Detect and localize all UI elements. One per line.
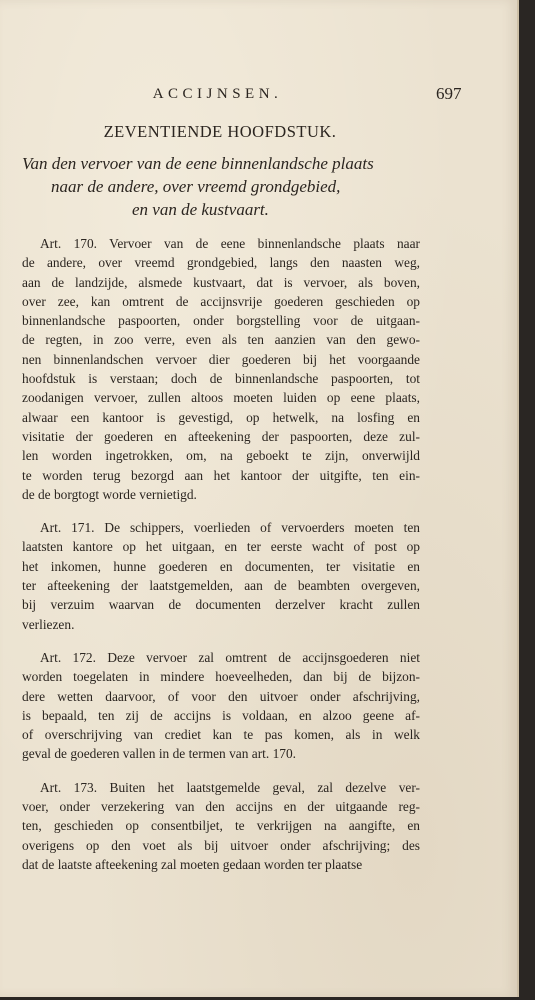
article-line: ten, geschieden op consentbiljet, te verkrijgen na aangifte, en [22,818,420,834]
chapter-title: ZEVENTIENDE HOOFDSTUK. [103,122,337,141]
article-line: te worden terug bezorgd aan het kantoor der uitgifte, ten ein- [22,467,420,483]
article-line: is bepaald, ten zij de accijns is voldaan, en alzoo geene af- [22,707,420,723]
article-line: voer, onder verzekering van den accijns en der uitgaande reg- [22,799,420,815]
article-line: laatsten kantore op het uitgaan, en ter eerste wacht of post op [22,539,420,555]
article-paragraph [22,518,420,634]
article-line: Art. 173. Buiten het laatstgemelde geval, zal dezelve ver- [40,779,420,795]
article-line: binnenlandsche paspoorten, onder borgstelling voor de uitgaan- [22,313,420,329]
article-line: over zee, kan omtrent de accijnsvrije goederen geschieden op [22,293,420,309]
article-line: aan de landzijde, alsmede kustvaart, dat is vervoer, als boven, [22,274,420,290]
article-line: verliezen. [22,616,75,632]
article-line: de de borgtogt worde vernietigd. [22,486,197,502]
article-line: het inkomen, hunne goederen en documenten, ter visitatie en [22,558,420,574]
article-line: worden toegelaten in mindere hoeveelheden, dan bij de bijzon- [22,669,420,685]
article-line: visitatie der goederen en afteekening der paspoorten, deze zul- [22,428,420,444]
article-paragraph [22,234,420,504]
running-title: ACCIJNSEN. [152,86,283,102]
article-line: geval de goederen vallen in de termen van art. 170. [22,746,297,762]
chapter-subtitle [22,152,442,221]
article-line: de regten, in zoo verre, even als ten aanzien van den gewo- [22,332,420,348]
page-number: 697 [436,84,462,103]
article-line: bij verzuim waarvan de documenten derzelver kracht zullen [22,597,420,613]
article-line: de andere, over vreemd grondgebied, langs den naasten weg, [22,255,420,271]
article-line: zoodanigen vervoer, zullen altoos moeten luiden op eene plaats, [22,390,420,406]
article-line: Art. 172. Deze vervoer zal omtrent de accijnsgoederen niet [40,649,420,665]
article-paragraph [22,778,420,874]
article-line: of overschrijving van crediet kan te pas komen, als in welk [22,727,420,743]
article-line: dere wetten daarvoor, of voor den uitvoer onder afschrijving, [22,688,420,704]
article-paragraph [22,648,420,764]
article-line: len worden ingetrokken, om, na geboekt te zijn, onverwijld [22,448,420,464]
article-line: Art. 171. De schippers, voerlieden of vervoerders moeten ten [40,520,420,536]
article-list [22,234,420,888]
article-line: hoofdstuk is verstaan; doch de binnenlandsche paspoorten, tot [22,371,420,387]
article-line: dat de laatste afteekening zal moeten gedaan worden ter plaatse [22,856,363,872]
article-line: ter afteekening der laatstgemelden, aan de beambten overgeven, [22,578,420,594]
article-line: alwaar een kantoor is gevestigd, op hetwelk, na losfing en [22,409,420,425]
subtitle-line-3: en van de kustvaart. [132,200,269,219]
subtitle-line-1: Van den vervoer van de eene binnenlandsche plaats [22,154,374,173]
page-header [0,86,517,108]
article-line: Art. 170. Vervoer van de eene binnenlandsche plaats naar [40,236,420,251]
article-line: nen binnenlandschen vervoer dier goederen bij het voorgaande [22,351,420,367]
article-line: overigens op den voet als bij uitvoer onder afschrijving; des [22,837,420,853]
subtitle-line-2: naar de andere, over vreemd grondgebied, [51,177,341,196]
